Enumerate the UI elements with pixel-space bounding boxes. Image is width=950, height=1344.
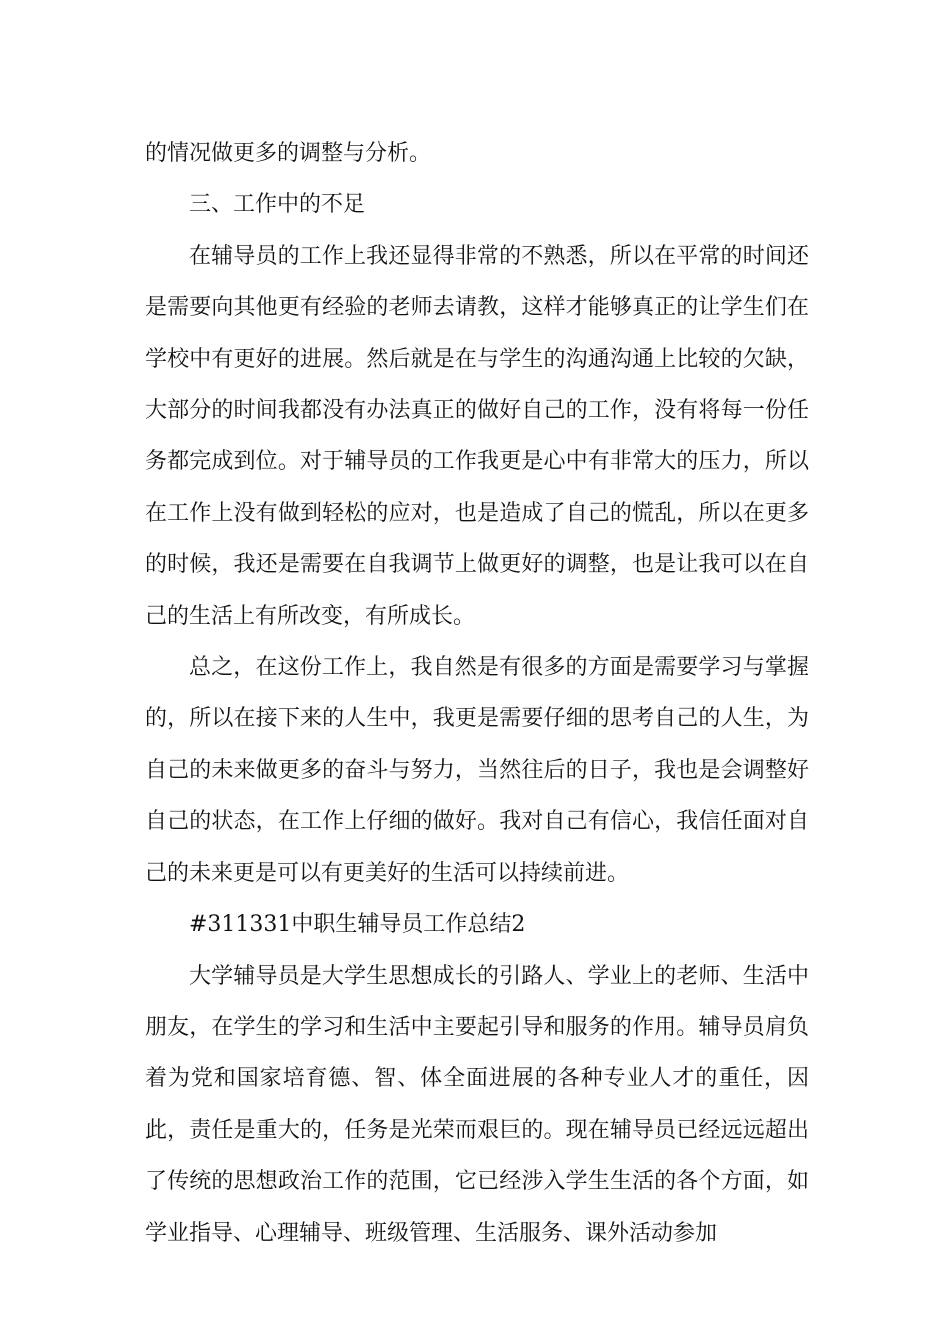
paragraph-continuation: 的情况做更多的调整与分析。 [145,141,432,166]
document-body [145,128,809,1259]
article-title: #311331中职生辅导员工作总结2 [189,912,526,938]
paragraph-conclusion: 总之，在这份工作上，我自然是有很多的方面是需要学习与掌握的，所以在接下来的人生中，我更是需要仔细的思考自己的人生，为自己的未来做更多的奋斗与努力，当然往后的日子，我也是会调整好自己的状态，在工作上仔细的做好。我对自己有信心，我信任面对自己的未来更是可以有更美好的生活可以持续前进。 [145,655,809,886]
paragraph-counselor-role: 大学辅导员是大学生思想成长的引路人、学业上的老师、生活中朋友，在学生的学习和生活中主要起引导和服务的作用。辅导员肩负着为党和国家培育德、智、体全面进展的各种专业人才的重任，因此，责任是重大的，任务是光荣而艰巨的。现在辅导员已经远远超出了传统的思想政治工作的范围，它已经涉入学生生活的各个方面，如学业指导、心理辅导、班级管理、生活服务、课外活动参加 [145,963,809,1246]
paragraph-shortcomings: 在辅导员的工作上我还显得非常的不熟悉，所以在平常的时间还是需要向其他更有经验的老师去请教，这样才能够真正的让学生们在学校中有更好的进展。然后就是在与学生的沟通沟通上比较的欠缺，大部分的时间我都没有办法真正的做好自己的工作，没有将每一份任务都完成到位。对于辅导员的工作我更是心中有非常大的压力，所以在工作上没有做到轻松的应对，也是造成了自己的慌乱，所以在更多的时候，我还是需要在自我调节上做更好的调整，也是让我可以在自己的生活上有所改变，有所成长。 [145,243,809,629]
section-heading: 三、工作中的不足 [189,192,366,218]
